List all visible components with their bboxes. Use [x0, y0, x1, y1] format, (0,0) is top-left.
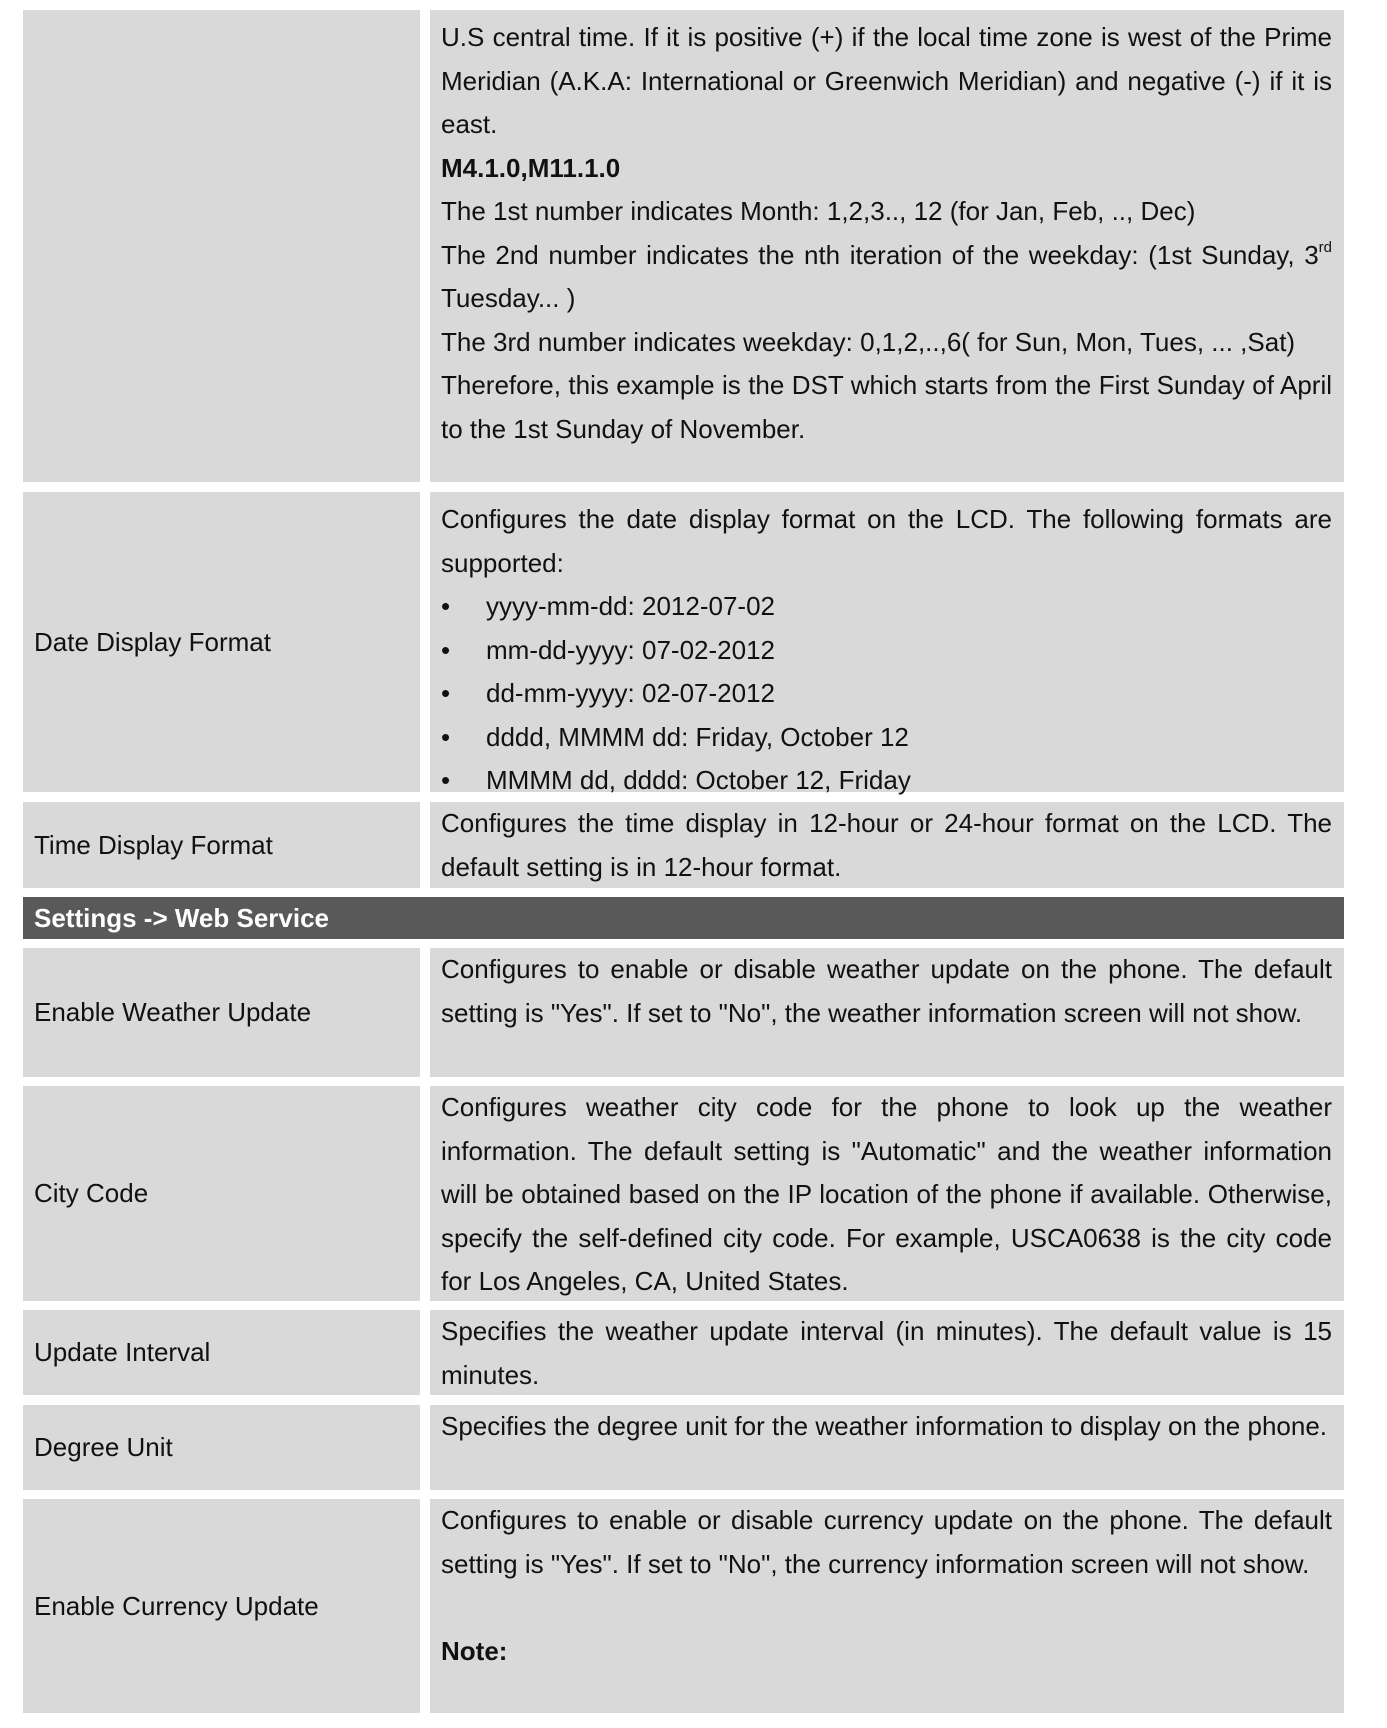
table-row-update-interval [23, 1310, 1344, 1395]
row-description [430, 802, 1344, 888]
row-label: City Code [23, 1086, 420, 1301]
iteration-explanation: The 2nd number indicates the nth iteration of the weekday: (1st Sunday, 3rd Tuesday... ) [441, 238, 1332, 313]
dst-example-code: M4.1.0,M11.1.0 [441, 152, 621, 183]
description-text: Configures the time display in 12-hour or 24-hour format on the LCD. The default setting is in 12-hour format. [441, 808, 1332, 882]
row-label-empty [23, 10, 420, 482]
row-label: Date Display Format [23, 492, 420, 792]
date-format-item: • dd-mm-yyyy: 02-07-2012 [441, 672, 1332, 716]
date-format-item: • MMMM dd, dddd: October 12, Friday [441, 759, 1332, 803]
date-format-item: • yyyy-mm-dd: 2012-07-02 [441, 585, 1332, 629]
date-format-intro: Configures the date display format on the LCD. The following formats are supported: [441, 504, 1332, 578]
row-label: Update Interval [23, 1310, 420, 1395]
table-row-dst-rule [23, 10, 1344, 482]
description-text: Configures to enable or disable weather update on the phone. The default setting is "Yes". If set to "No", the weather information screen will not show. [441, 954, 1332, 1028]
table-row-enable-currency-update [23, 1499, 1344, 1713]
row-description [430, 492, 1344, 795]
table-row-date-display-format [23, 492, 1344, 795]
table-row-degree-unit [23, 1405, 1344, 1490]
row-label: Enable Weather Update [23, 948, 420, 1077]
table-row-time-display-format [23, 802, 1344, 888]
date-format-list [441, 585, 1332, 803]
row-description [430, 1086, 1344, 1301]
description-text: Configures weather city code for the phone to look up the weather information. The default setting is "Automatic" and the weather information will be obtained based on the IP location of the phone if available. Otherwise, specify the self-defined city code. For example, USCA0638 is the city code for Los Angeles, CA, United States. [441, 1092, 1332, 1296]
weekday-explanation: The 3rd number indicates weekday: 0,1,2,..,6( for Sun, Mon, Tues, ... ,Sat) [441, 326, 1296, 357]
note-label: Note: [441, 1635, 508, 1666]
spacer [441, 1586, 1332, 1630]
date-format-item: • mm-dd-yyyy: 07-02-2012 [441, 629, 1332, 673]
section-header-web-service: Settings -> Web Service [23, 897, 1344, 939]
row-label: Time Display Format [23, 802, 420, 888]
description-text: Specifies the weather update interval (in minutes). The default value is 15 minutes. [441, 1316, 1332, 1390]
row-description [430, 1310, 1344, 1395]
row-description [430, 1499, 1344, 1713]
table-row-enable-weather-update [23, 948, 1344, 1077]
description-text: Configures to enable or disable currency update on the phone. The default setting is "Yes". If set to "No", the currency information screen will not show. [441, 1505, 1332, 1579]
row-description [430, 948, 1344, 1077]
row-description-dst [430, 10, 1344, 482]
date-format-item: • dddd, MMMM dd: Friday, October 12 [441, 716, 1332, 760]
row-description [430, 1405, 1344, 1490]
dst-conclusion: Therefore, this example is the DST which starts from the First Sunday of April to the 1st Sunday of November. [441, 370, 1332, 444]
row-label: Enable Currency Update [23, 1499, 420, 1713]
table-row-city-code [23, 1086, 1344, 1301]
timezone-sign-explanation: U.S central time. If it is positive (+) if the local time zone is west of the Prime Meridian (A.K.A: International or Greenwich Meridian) and negative (-) if it is east. [441, 22, 1332, 139]
description-text: Specifies the degree unit for the weather information to display on the phone. [441, 1411, 1328, 1441]
row-label: Degree Unit [23, 1405, 420, 1490]
month-explanation: The 1st number indicates Month: 1,2,3.., 12 (for Jan, Feb, .., Dec) [441, 196, 1196, 226]
